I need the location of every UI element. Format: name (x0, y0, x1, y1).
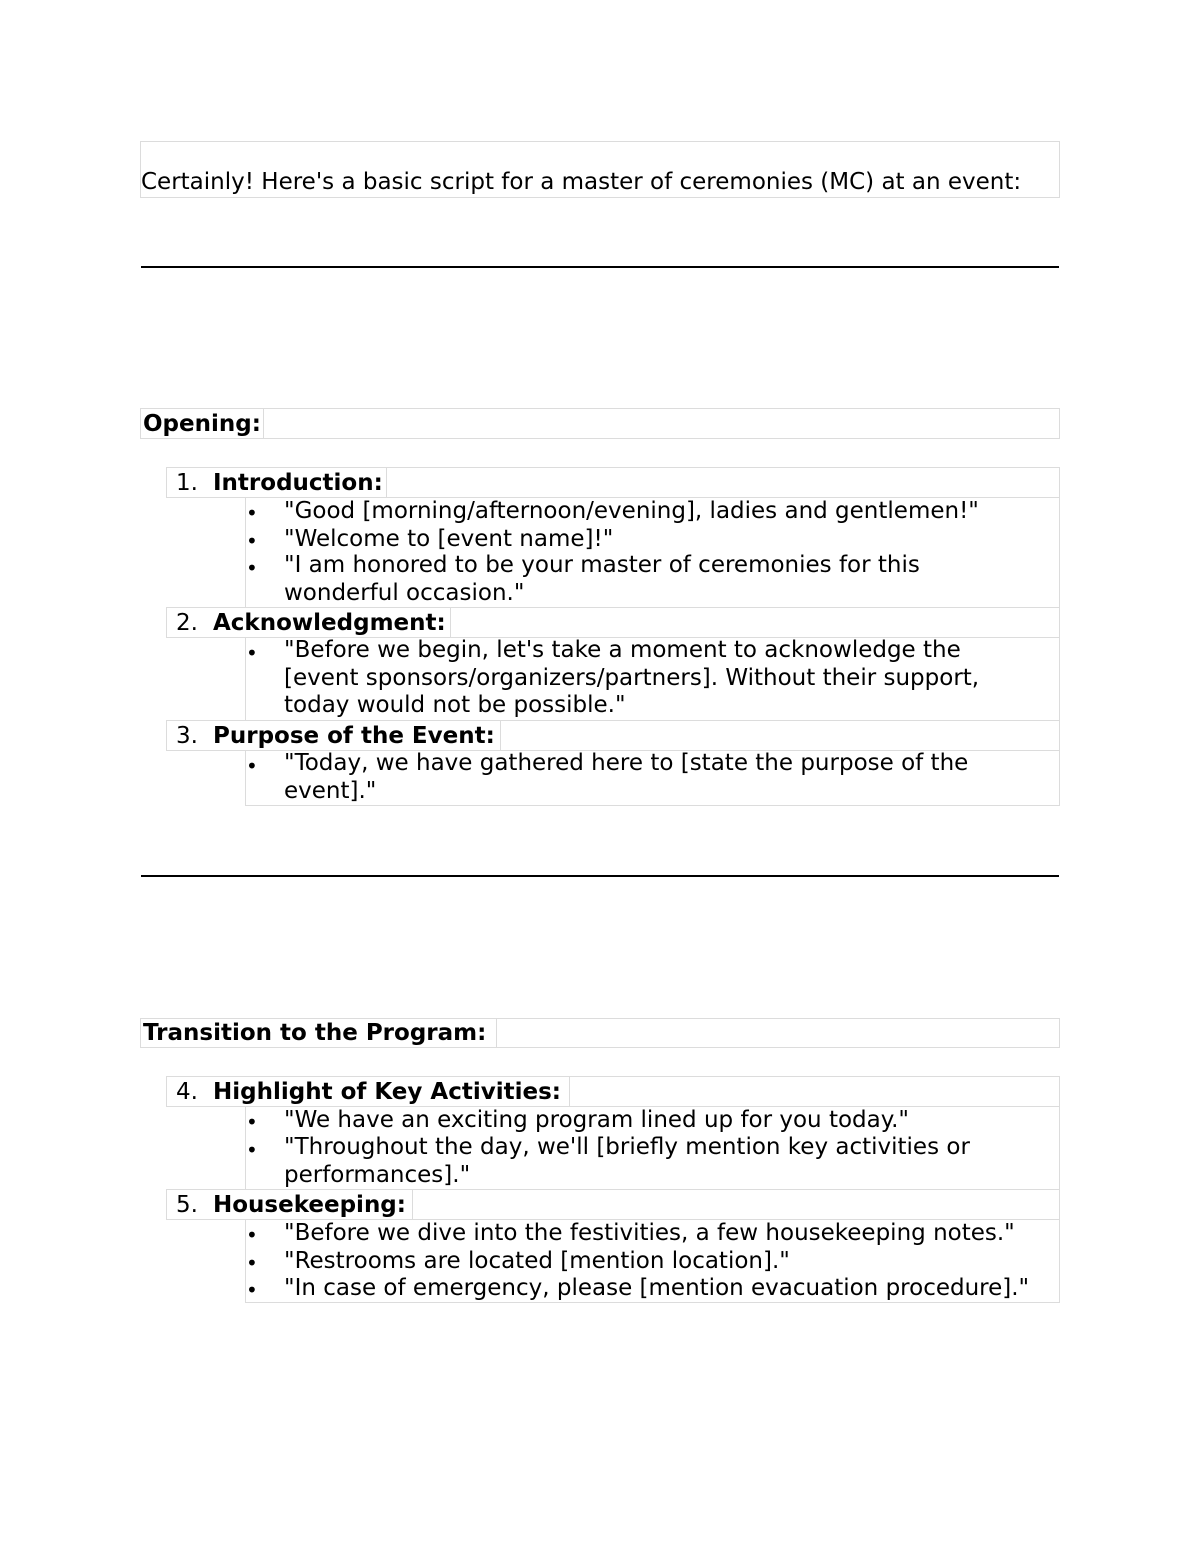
bullet-text: "Before we dive into the festivities, a few housekeeping notes." (284, 1220, 1015, 1246)
bullet-text: "We have an exciting program lined up for you today." (284, 1107, 909, 1133)
list-item-label: Highlight of Key Activities: (213, 1079, 561, 1105)
list-item-number: 5. (176, 1192, 198, 1218)
list-item-label: Housekeeping: (213, 1192, 406, 1218)
list-item-number: 3. (176, 723, 198, 749)
bullet-text: "Restrooms are located [mention location]." (284, 1248, 790, 1274)
bullet-text: "Today, we have gathered here to [state the purpose of the event]." (284, 750, 969, 804)
bullet-glyph: • (246, 556, 258, 580)
bullet-glyph: • (246, 1251, 258, 1275)
list-item-number: 2. (176, 610, 198, 636)
section-heading-box (140, 408, 1060, 439)
list-item-label: Acknowledgment: (213, 610, 446, 636)
list-item-label: Introduction: (213, 470, 383, 496)
list-item-number: 1. (176, 470, 198, 496)
bullet-glyph: • (246, 1138, 258, 1162)
bullet-glyph: • (246, 529, 258, 553)
bullet-text: "Before we begin, let's take a moment to acknowledge the [event sponsors/organizers/partners]. Without their support, today would not be possible." (284, 637, 980, 718)
bullet-text: "I am honored to be your master of ceremonies for this wonderful occasion." (284, 552, 920, 606)
bullet-glyph: • (246, 1110, 258, 1134)
bullet-text: "In case of emergency, please [mention evacuation procedure]." (284, 1275, 1030, 1301)
list-item-number: 4. (176, 1079, 198, 1105)
intro-text: Certainly! Here's a basic script for a master of ceremonies (MC) at an event: (141, 169, 1022, 195)
divider (141, 875, 1059, 877)
bullet-glyph: • (246, 501, 258, 525)
bullet-glyph: • (246, 754, 258, 778)
bullet-glyph: • (246, 1223, 258, 1247)
bullet-text: "Welcome to [event name]!" (284, 526, 614, 552)
bullet-text: "Throughout the day, we'll [briefly mention key activities or performances]." (284, 1134, 970, 1188)
section-heading: Opening: (143, 411, 261, 437)
bullet-glyph: • (246, 641, 258, 665)
section-heading: Transition to the Program: (143, 1020, 487, 1046)
list-item-label: Purpose of the Event: (213, 723, 495, 749)
divider (141, 266, 1059, 268)
bullet-text: "Good [morning/afternoon/evening], ladies and gentlemen!" (284, 498, 979, 524)
bullet-glyph: • (246, 1278, 258, 1302)
